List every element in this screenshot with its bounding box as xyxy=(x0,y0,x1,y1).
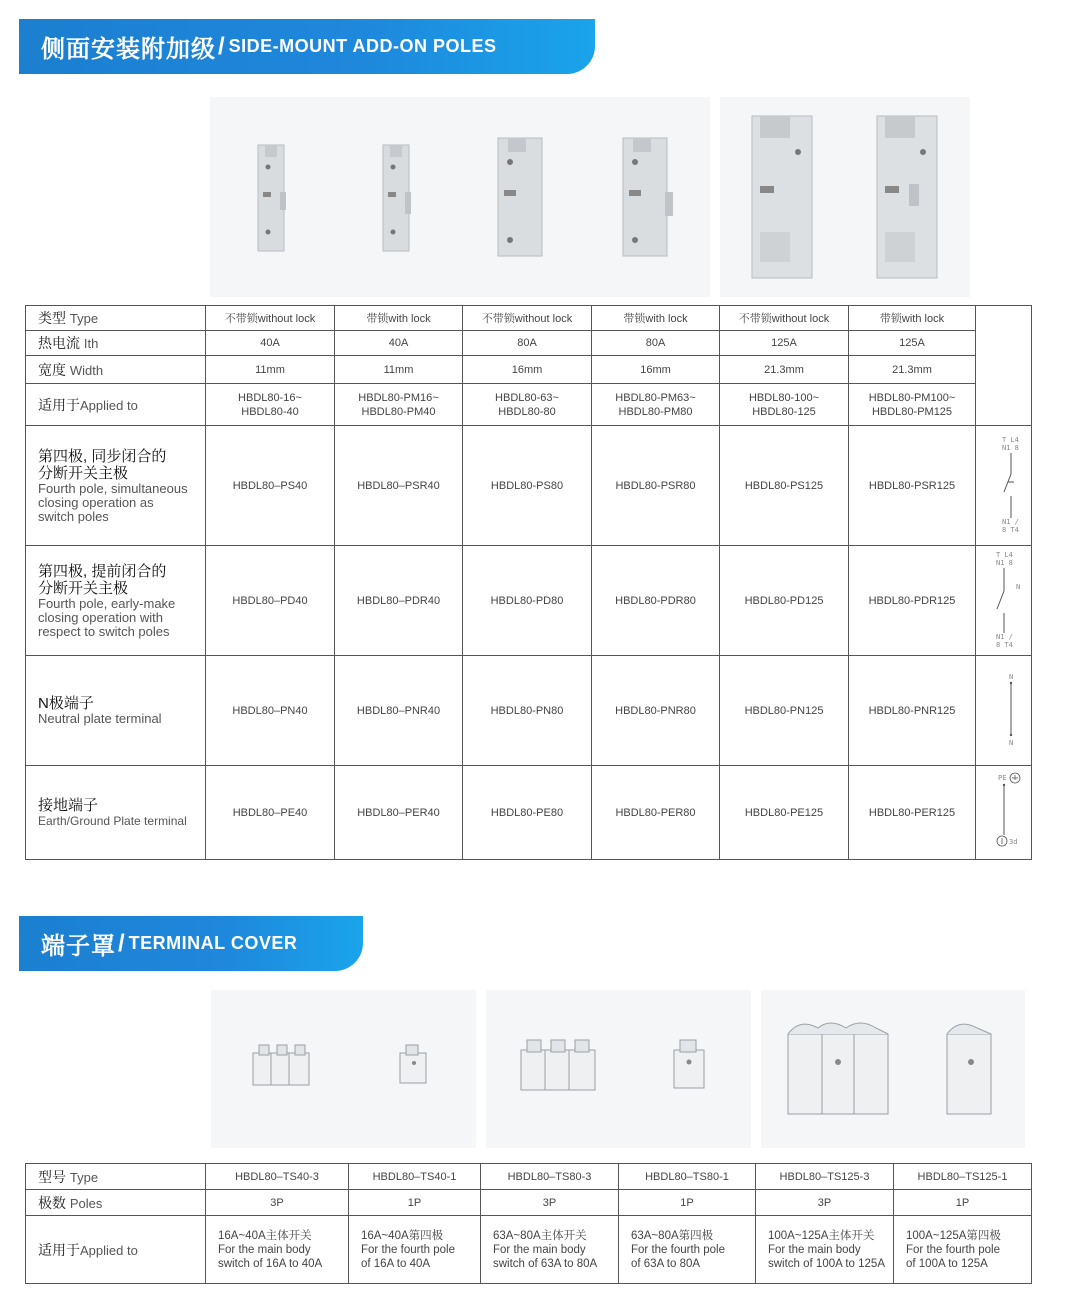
applied-en1: For the main body xyxy=(768,1243,861,1256)
label-ith-cn: 热电流 xyxy=(38,335,80,351)
cell: 80A xyxy=(463,331,592,356)
terminal-cover-ts80-1-image xyxy=(662,1034,722,1104)
add-on-pole-80-lock-image xyxy=(613,132,683,262)
cell: HBDL80–TS125-3 xyxy=(756,1164,894,1190)
switch-early-icon xyxy=(984,549,1024,649)
neutral-terminal-icon xyxy=(984,669,1024,749)
section-banner-terminal-cover xyxy=(19,916,363,971)
cell: HBDL80–TS125-1 xyxy=(894,1164,1032,1190)
sym-top: T L4 xyxy=(1001,436,1019,444)
label-cn-line2: 分断开关主极 xyxy=(38,464,129,482)
earth-symbol-cell xyxy=(976,766,1032,860)
cell: HBDL80-100~ HBDL80-125 xyxy=(720,384,849,426)
sym-bot2: 8 T4 xyxy=(995,641,1013,649)
sym-top2: N1 8 xyxy=(995,559,1013,567)
label-en-line2: closing operation with xyxy=(38,609,164,625)
label-en: Earth/Ground Plate terminal xyxy=(38,814,187,828)
label-applied-cn: 适用于 xyxy=(38,1241,80,1258)
section-title-cn: 端子罩 xyxy=(41,932,116,960)
label-fourth-sync xyxy=(26,426,206,546)
cell: 不带锁without lock xyxy=(463,306,592,331)
add-on-pole-125-lock-image xyxy=(863,112,953,282)
label-ith xyxy=(26,331,206,356)
label-type-en: Type xyxy=(69,1169,99,1185)
add-on-pole-80-image xyxy=(488,132,558,262)
add-on-pole-125-image xyxy=(738,112,828,282)
cell: HBDL80-PM100~ HBDL80-PM125 xyxy=(849,384,976,426)
row-applied xyxy=(26,1216,1032,1284)
add-on-pole-40-image xyxy=(243,137,303,257)
label-cn-line1: 第四极, 提前闭合的 xyxy=(38,562,167,580)
applied-en1: For the fourth pole xyxy=(631,1243,725,1256)
cell: 3P xyxy=(756,1190,894,1216)
label-type-cn: 类型 xyxy=(38,310,66,326)
label-en-line2: closing operation as xyxy=(38,494,154,510)
applied-cell xyxy=(481,1216,619,1284)
row-type xyxy=(26,1164,1032,1190)
terminal-cover-ts40-1-image xyxy=(390,1039,440,1099)
cell: HBDL80-PSR80 xyxy=(592,426,720,546)
side-mount-table xyxy=(25,305,1032,860)
label-applied xyxy=(26,384,206,426)
label-type-en: Type xyxy=(69,311,99,326)
cell: HBDL80-PN125 xyxy=(720,656,849,766)
label-width xyxy=(26,356,206,384)
sym-bot2: 8 T4 xyxy=(1001,526,1019,534)
cell: HBDL80-PNR80 xyxy=(592,656,720,766)
cell: HBDL80–PS40 xyxy=(206,426,335,546)
cell: 不带锁without lock xyxy=(720,306,849,331)
section-title-en: TERMINAL COVER xyxy=(128,933,298,953)
cell: HBDL80-PM63~ HBDL80-PM80 xyxy=(592,384,720,426)
sym-top: T L4 xyxy=(995,551,1013,559)
terminal-cover-ts125-3-image xyxy=(780,1014,900,1124)
cell: 11mm xyxy=(206,356,335,384)
applied-cn: 100A~125A第四极 xyxy=(906,1229,1001,1242)
sym-bot: N1 / xyxy=(1001,518,1019,526)
photo-group-ts40 xyxy=(211,990,476,1148)
earth-terminal-icon xyxy=(982,771,1026,851)
label-ith-en: Ith xyxy=(83,336,99,351)
applied-cn: 16A~40A主体开关 xyxy=(218,1229,312,1242)
applied-en1: For the main body xyxy=(493,1243,586,1256)
row-ith xyxy=(26,331,1032,356)
label-width-cn: 宽度 xyxy=(38,361,66,378)
photo-group-80a xyxy=(460,97,710,297)
terminal-cover-table xyxy=(25,1163,1032,1284)
applied-en2: of 100A to 125A xyxy=(906,1257,988,1270)
cell: 3P xyxy=(481,1190,619,1216)
label-width-en: Width xyxy=(69,362,104,378)
label-cn: 接地端子 xyxy=(38,797,99,814)
label-fourth-early xyxy=(26,546,206,656)
switch-symbol-cell xyxy=(976,426,1032,546)
cell: 带锁with lock xyxy=(849,306,976,331)
label-applied xyxy=(26,1216,206,1284)
row-earth xyxy=(26,766,1032,860)
applied-en1: For the fourth pole xyxy=(361,1243,455,1256)
cell: 21.3mm xyxy=(849,356,976,384)
label-applied-en: Applied to xyxy=(80,397,138,413)
applied-en2: switch of 63A to 80A xyxy=(493,1257,598,1270)
photo-group-ts80 xyxy=(486,990,751,1148)
cell: 带锁with lock xyxy=(335,306,463,331)
sym-bot: N1 / xyxy=(995,633,1013,641)
row-fourth-early xyxy=(26,546,1032,656)
cell: 1P xyxy=(349,1190,481,1216)
cell: HBDL80-63~ HBDL80-80 xyxy=(463,384,592,426)
label-poles-cn: 极数 xyxy=(38,1194,66,1211)
row-poles xyxy=(26,1190,1032,1216)
cell: HBDL80–PER40 xyxy=(335,766,463,860)
cell: HBDL80-PSR125 xyxy=(849,426,976,546)
cell: 不带锁without lock xyxy=(206,306,335,331)
label-en-line3: respect to switch poles xyxy=(38,623,170,639)
section-banner-side-mount xyxy=(19,19,595,74)
sym-top: N xyxy=(1008,673,1013,681)
label-cn: N极端子 xyxy=(38,695,94,712)
row-neutral xyxy=(26,656,1032,766)
cell: HBDL80–PDR40 xyxy=(335,546,463,656)
terminal-cover-ts80-3-image xyxy=(515,1034,605,1104)
applied-en2: switch of 16A to 40A xyxy=(218,1257,323,1270)
sym-n: N xyxy=(1015,583,1020,591)
cell: HBDL80-PER125 xyxy=(849,766,976,860)
applied-en1: For the fourth pole xyxy=(906,1243,1000,1256)
label-neutral xyxy=(26,656,206,766)
section-title-en: SIDE-MOUNT ADD-ON POLES xyxy=(228,36,497,56)
applied-cell xyxy=(894,1216,1032,1284)
applied-en2: of 16A to 40A xyxy=(361,1257,431,1270)
label-en-line1: Fourth pole, simultaneous xyxy=(38,480,188,496)
symbol-empty xyxy=(976,306,1032,426)
cell: HBDL80-PM16~ HBDL80-PM40 xyxy=(335,384,463,426)
side-mount-photos xyxy=(210,97,970,297)
sym-bot: N xyxy=(1008,739,1013,747)
row-type xyxy=(26,306,1032,331)
label-cn-line2: 分断开关主极 xyxy=(38,579,129,597)
cell: 40A xyxy=(335,331,463,356)
terminal-cover-photos xyxy=(211,990,1025,1148)
cell: HBDL80-16~ HBDL80-40 xyxy=(206,384,335,426)
slash: / xyxy=(218,32,225,60)
terminal-cover-ts125-1-image xyxy=(937,1014,1007,1124)
photo-group-ts125 xyxy=(761,990,1025,1148)
cell: 125A xyxy=(849,331,976,356)
cell: HBDL80–PSR40 xyxy=(335,426,463,546)
cell: HBDL80–PN40 xyxy=(206,656,335,766)
row-applied xyxy=(26,384,1032,426)
applied-en2: of 63A to 80A xyxy=(631,1257,701,1270)
cell: HBDL80–PD40 xyxy=(206,546,335,656)
cell: 125A xyxy=(720,331,849,356)
cell: HBDL80-PNR125 xyxy=(849,656,976,766)
label-en-line1: Fourth pole, early-make xyxy=(38,595,176,611)
row-fourth-sync xyxy=(26,426,1032,546)
label-en: Neutral plate terminal xyxy=(38,711,162,726)
cell: HBDL80–TS40-1 xyxy=(349,1164,481,1190)
applied-cell xyxy=(756,1216,894,1284)
label-type xyxy=(26,1164,206,1190)
neutral-symbol-cell xyxy=(976,656,1032,766)
cell: HBDL80–TS40-3 xyxy=(206,1164,349,1190)
cell: HBDL80–PNR40 xyxy=(335,656,463,766)
applied-cell xyxy=(206,1216,349,1284)
switch-sync-icon xyxy=(984,434,1024,534)
add-on-pole-40-lock-image xyxy=(368,137,428,257)
label-earth xyxy=(26,766,206,860)
cell: HBDL80-PER80 xyxy=(592,766,720,860)
terminal-cover-ts40-3-image xyxy=(247,1039,317,1099)
cell: HBDL80-PDR125 xyxy=(849,546,976,656)
label-cn-line1: 第四极, 同步闭合的 xyxy=(38,447,167,465)
cell: HBDL80-PD125 xyxy=(720,546,849,656)
cell: HBDL80-PD80 xyxy=(463,546,592,656)
label-type-cn: 型号 xyxy=(38,1168,66,1185)
label-applied-cn: 适用于 xyxy=(38,396,80,413)
label-en-line3: switch poles xyxy=(38,508,109,524)
applied-cn: 16A~40A第四极 xyxy=(361,1229,444,1242)
slash: / xyxy=(118,929,125,957)
cell: 带锁with lock xyxy=(592,306,720,331)
cell: HBDL80-PN80 xyxy=(463,656,592,766)
cell: 3P xyxy=(206,1190,349,1216)
applied-cell xyxy=(349,1216,481,1284)
sym-top2: N1 8 xyxy=(1001,444,1019,452)
applied-cn: 63A~80A第四极 xyxy=(631,1229,714,1242)
applied-en2: switch of 100A to 125A xyxy=(768,1257,885,1270)
cell: 16mm xyxy=(463,356,592,384)
row-width xyxy=(26,356,1032,384)
label-poles-en: Poles xyxy=(69,1195,103,1211)
applied-cn: 63A~80A主体开关 xyxy=(493,1229,587,1242)
label-applied-en: Applied to xyxy=(80,1242,138,1258)
switch-symbol-cell xyxy=(976,546,1032,656)
cell: 1P xyxy=(619,1190,756,1216)
cell: HBDL80–TS80-1 xyxy=(619,1164,756,1190)
label-poles xyxy=(26,1190,206,1216)
applied-cell xyxy=(619,1216,756,1284)
sym-bot: 3d xyxy=(1008,838,1017,846)
applied-en1: For the main body xyxy=(218,1243,311,1256)
photo-group-40a xyxy=(210,97,460,297)
cell: HBDL80-PS80 xyxy=(463,426,592,546)
applied-cn: 100A~125A主体开关 xyxy=(768,1229,875,1242)
photo-group-125a xyxy=(720,97,970,297)
cell: HBDL80–PE40 xyxy=(206,766,335,860)
cell: 1P xyxy=(894,1190,1032,1216)
cell: HBDL80–TS80-3 xyxy=(481,1164,619,1190)
cell: 11mm xyxy=(335,356,463,384)
cell: HBDL80-PE80 xyxy=(463,766,592,860)
cell: 80A xyxy=(592,331,720,356)
sym-top: PE xyxy=(997,774,1006,782)
section-title-cn: 侧面安装附加级 xyxy=(41,35,216,63)
label-type xyxy=(26,306,206,331)
cell: HBDL80-PS125 xyxy=(720,426,849,546)
cell: HBDL80-PDR80 xyxy=(592,546,720,656)
cell: 16mm xyxy=(592,356,720,384)
cell: 40A xyxy=(206,331,335,356)
cell: HBDL80-PE125 xyxy=(720,766,849,860)
cell: 21.3mm xyxy=(720,356,849,384)
